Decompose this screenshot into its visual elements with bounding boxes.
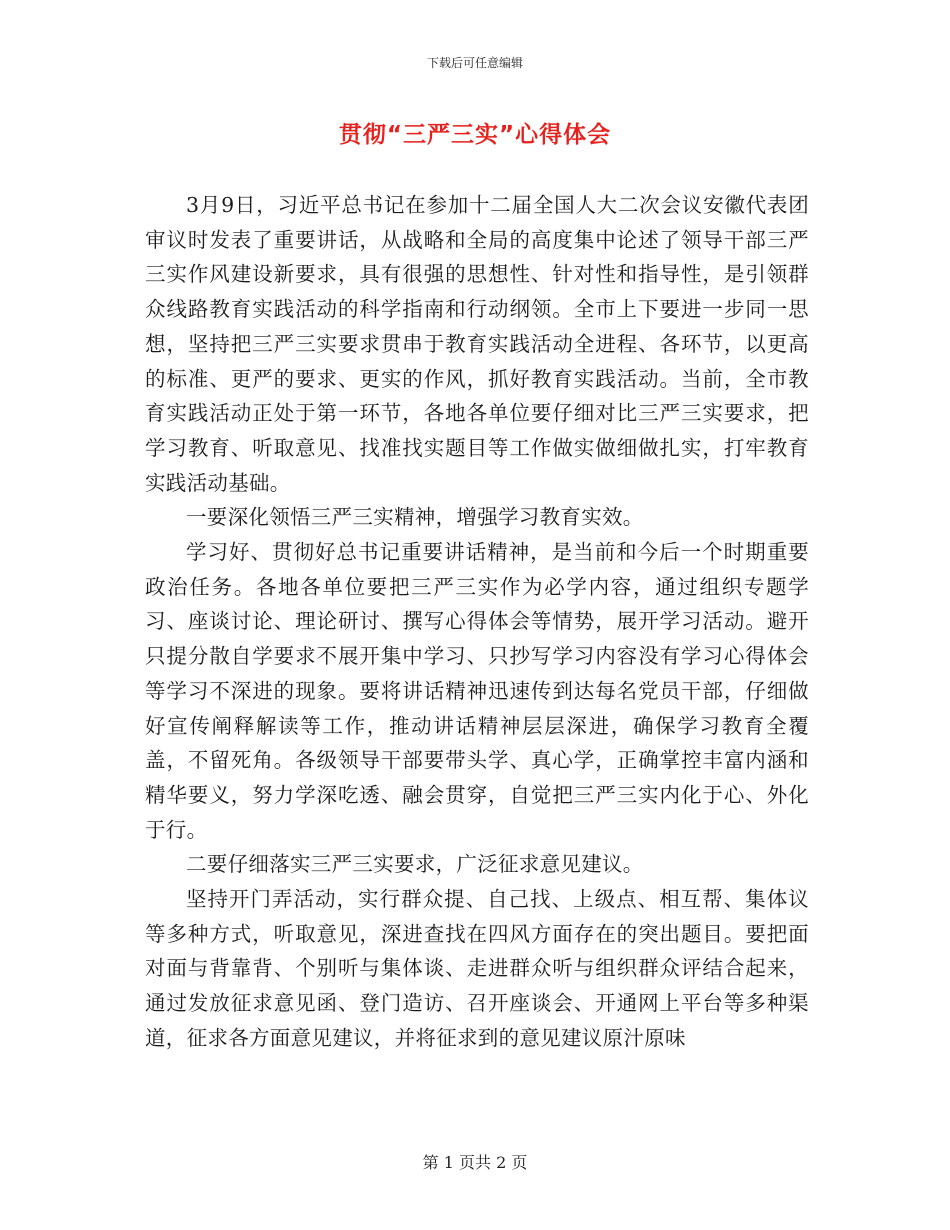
page-number: 第 1 页共 2 页: [422, 1153, 528, 1172]
page-header-note: 下载后可任意编辑: [426, 56, 523, 70]
paragraph-1: 3月9日，习近平总书记在参加十二届全国人大二次会议安徽代表团审议时发表了重要讲话，从战略和全局的高度集中论述了领导干部三严三实作风建设新要求，具有很强的思想性、针对性和指导性，是引领群众线路教育实践活动的科学指南和行动纲领。全市上下要进一步同一思想，坚持把三严三实要求贯串于教育实践活动全进程、各环节，以更高的标准、更严的要求、更实的作风，抓好教育实践活动。当前，全市教育实践活动正处于第一环节，各地各单位要仔细对比三严三实要求，把学习教育、听取意见、找准找实题目等工作做实做细做扎实，打牢教育实践活动基础。: [145, 193, 809, 495]
paragraph-5: 坚持开门弄活动，实行群众提、自己找、上级点、相互帮、集体议等多种方式，听取意见，深进查找在四风方面存在的突出题目。要把面对面与背靠背、个别听与集体谈、走进群众听与组织群众评结合起来，通过发放征求意见函、登门造访、召开座谈会、开通网上平台等多种渠道，征求各方面意见建议，并将征求到的意见建议原汁原味: [145, 887, 809, 1050]
paragraph-2: 一要深化领悟三严三实精神，增强学习教育实效。: [186, 505, 644, 530]
paragraph-3: 学习好、贯彻好总书记重要讲话精神，是当前和今后一个时期重要政治任务。各地各单位要把三严三实作为必学内容，通过组织专题学习、座谈讨论、理论研讨、撰写心得体会等情势，展开学习活动。避开只提分散自学要求不展开集中学习、只抄写学习内容没有学习心得体会等学习不深进的现象。要将讲话精神迅速传到达每名党员干部，仔细做好宣传阐释解读等工作，推动讲话精神层层深进，确保学习教育全覆盖，不留死角。各级领导干部要带头学、真心学，正确掌控丰富内涵和精华要义，努力学深吃透、融会贯穿，自觉把三严三实内化于心、外化于行。: [145, 540, 809, 842]
document-title: 贯彻“三严三实”心得体会: [338, 122, 612, 148]
paragraph-4: 二要仔细落实三严三实要求，广泛征求意见建议。: [186, 852, 644, 877]
document-body: [145, 188, 809, 1056]
